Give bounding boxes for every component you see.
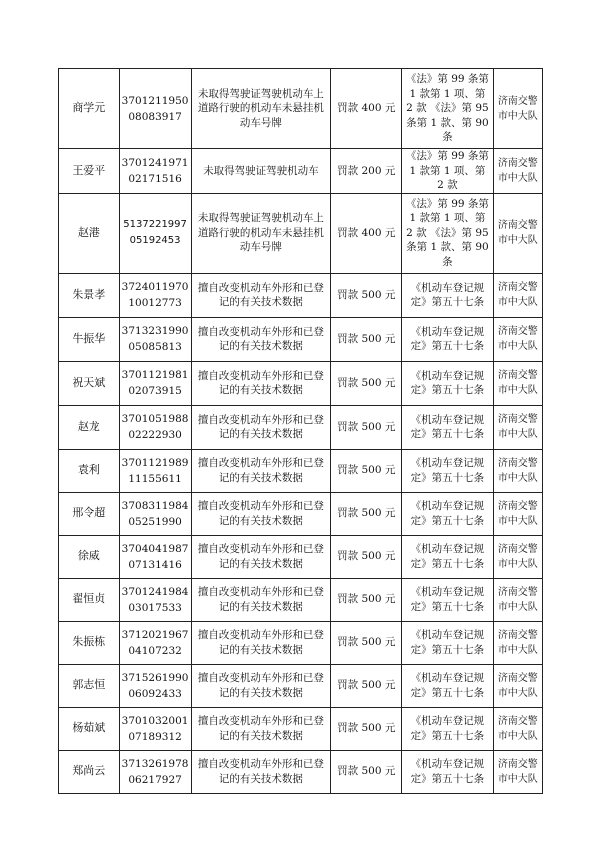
person-name: 徐威 — [59, 535, 120, 578]
table-row — [59, 405, 543, 449]
legal-basis: 《机动车登记规定》第五十七条 — [402, 405, 493, 449]
penalty-amount: 罚款 400 元 — [331, 193, 402, 273]
issuing-unit: 济南交警市中大队 — [493, 707, 542, 750]
penalty-table — [58, 68, 543, 794]
legal-basis: 《法》第 99 条第 1 款第 1 项、第 2 款 — [402, 149, 493, 194]
person-name: 杨茹斌 — [59, 707, 120, 750]
id-number: 3701051988 02222930 — [119, 405, 191, 449]
table-row — [59, 149, 543, 194]
legal-basis: 《机动车登记规定》第五十七条 — [402, 273, 493, 317]
person-name: 朱振栋 — [59, 621, 120, 664]
id-number: 3712021967 04107232 — [119, 621, 191, 664]
person-name: 赵龙 — [59, 405, 120, 449]
id-number: 3701121981 02073915 — [119, 361, 191, 405]
id-number: 3713231990 05085813 — [119, 317, 191, 361]
id-number: 5137221997 05192453 — [119, 193, 191, 273]
penalty-amount: 罚款 500 元 — [331, 405, 402, 449]
legal-basis: 《机动车登记规定》第五十七条 — [402, 492, 493, 535]
penalty-table-body — [59, 69, 543, 794]
id-number: 3701241971 02171516 — [119, 149, 191, 194]
person-name: 邢令超 — [59, 492, 120, 535]
violation-text: 擅自改变机动车外形和已登记的有关技术数据 — [191, 707, 331, 750]
penalty-amount: 罚款 500 元 — [331, 750, 402, 793]
penalty-amount: 罚款 500 元 — [331, 492, 402, 535]
issuing-unit: 济南交警市中大队 — [493, 405, 542, 449]
table-row — [59, 449, 543, 492]
legal-basis: 《机动车登记规定》第五十七条 — [402, 578, 493, 621]
issuing-unit: 济南交警市中大队 — [493, 273, 542, 317]
id-number: 3713261978 06217927 — [119, 750, 191, 793]
person-name: 郭志恒 — [59, 664, 120, 707]
table-row — [59, 621, 543, 664]
violation-text: 未取得驾驶证驾驶机动车 — [191, 149, 331, 194]
id-number: 3724011970 10012773 — [119, 273, 191, 317]
person-name: 商学元 — [59, 69, 120, 149]
table-row — [59, 317, 543, 361]
penalty-amount: 罚款 500 元 — [331, 449, 402, 492]
violation-text: 擅自改变机动车外形和已登记的有关技术数据 — [191, 664, 331, 707]
penalty-amount: 罚款 500 元 — [331, 707, 402, 750]
violation-text: 擅自改变机动车外形和已登记的有关技术数据 — [191, 621, 331, 664]
issuing-unit: 济南交警市中大队 — [493, 750, 542, 793]
penalty-amount: 罚款 500 元 — [331, 535, 402, 578]
issuing-unit: 济南交警市中大队 — [493, 149, 542, 194]
issuing-unit: 济南交警市中大队 — [493, 492, 542, 535]
violation-text: 擅自改变机动车外形和已登记的有关技术数据 — [191, 750, 331, 793]
violation-text: 未取得驾驶证驾驶机动车上道路行驶的机动车未悬挂机动车号牌 — [191, 193, 331, 273]
legal-basis: 《机动车登记规定》第五十七条 — [402, 449, 493, 492]
violation-text: 未取得驾驶证驾驶机动车上道路行驶的机动车未悬挂机动车号牌 — [191, 69, 331, 149]
id-number: 3704041987 07131416 — [119, 535, 191, 578]
table-row — [59, 535, 543, 578]
penalty-amount: 罚款 500 元 — [331, 317, 402, 361]
penalty-amount: 罚款 500 元 — [331, 361, 402, 405]
penalty-amount: 罚款 500 元 — [331, 578, 402, 621]
person-name: 郑尚云 — [59, 750, 120, 793]
penalty-amount: 罚款 500 元 — [331, 273, 402, 317]
person-name: 祝天斌 — [59, 361, 120, 405]
table-row — [59, 69, 543, 149]
id-number: 3701241984 03017533 — [119, 578, 191, 621]
table-row — [59, 750, 543, 793]
issuing-unit: 济南交警市中大队 — [493, 193, 542, 273]
id-number: 3715261990 06092433 — [119, 664, 191, 707]
legal-basis: 《机动车登记规定》第五十七条 — [402, 621, 493, 664]
table-row — [59, 273, 543, 317]
legal-basis: 《机动车登记规定》第五十七条 — [402, 750, 493, 793]
legal-basis: 《机动车登记规定》第五十七条 — [402, 707, 493, 750]
table-row — [59, 578, 543, 621]
legal-basis: 《机动车登记规定》第五十七条 — [402, 361, 493, 405]
violation-text: 擅自改变机动车外形和已登记的有关技术数据 — [191, 361, 331, 405]
issuing-unit: 济南交警市中大队 — [493, 449, 542, 492]
issuing-unit: 济南交警市中大队 — [493, 578, 542, 621]
legal-basis: 《法》第 99 条第 1 款第 1 项、第 2 款 《法》第 95 条第 1 款、第 90 条 — [402, 69, 493, 149]
table-row — [59, 361, 543, 405]
id-number: 3701121989 11155611 — [119, 449, 191, 492]
id-number: 3708311984 05251990 — [119, 492, 191, 535]
id-number: 3701032001 07189312 — [119, 707, 191, 750]
person-name: 王爱平 — [59, 149, 120, 194]
penalty-amount: 罚款 200 元 — [331, 149, 402, 194]
table-row — [59, 664, 543, 707]
table-row — [59, 707, 543, 750]
legal-basis: 《机动车登记规定》第五十七条 — [402, 664, 493, 707]
issuing-unit: 济南交警市中大队 — [493, 621, 542, 664]
table-row — [59, 492, 543, 535]
violation-text: 擅自改变机动车外形和已登记的有关技术数据 — [191, 449, 331, 492]
violation-text: 擅自改变机动车外形和已登记的有关技术数据 — [191, 317, 331, 361]
legal-basis: 《机动车登记规定》第五十七条 — [402, 317, 493, 361]
violation-text: 擅自改变机动车外形和已登记的有关技术数据 — [191, 578, 331, 621]
penalty-amount: 罚款 500 元 — [331, 664, 402, 707]
issuing-unit: 济南交警市中大队 — [493, 664, 542, 707]
issuing-unit: 济南交警市中大队 — [493, 361, 542, 405]
table-row — [59, 193, 543, 273]
person-name: 朱景孝 — [59, 273, 120, 317]
violation-text: 擅自改变机动车外形和已登记的有关技术数据 — [191, 535, 331, 578]
legal-basis: 《机动车登记规定》第五十七条 — [402, 535, 493, 578]
violation-text: 擅自改变机动车外形和已登记的有关技术数据 — [191, 405, 331, 449]
person-name: 牛振华 — [59, 317, 120, 361]
violation-text: 擅自改变机动车外形和已登记的有关技术数据 — [191, 273, 331, 317]
id-number: 3701211950 08083917 — [119, 69, 191, 149]
violation-text: 擅自改变机动车外形和已登记的有关技术数据 — [191, 492, 331, 535]
penalty-amount: 罚款 500 元 — [331, 621, 402, 664]
person-name: 翟恒贞 — [59, 578, 120, 621]
person-name: 袁利 — [59, 449, 120, 492]
legal-basis: 《法》第 99 条第 1 款第 1 项、第 2 款 《法》第 95 条第 1 款、第 90 条 — [402, 193, 493, 273]
issuing-unit: 济南交警市中大队 — [493, 317, 542, 361]
penalty-amount: 罚款 400 元 — [331, 69, 402, 149]
issuing-unit: 济南交警市中大队 — [493, 535, 542, 578]
issuing-unit: 济南交警市中大队 — [493, 69, 542, 149]
person-name: 赵港 — [59, 193, 120, 273]
